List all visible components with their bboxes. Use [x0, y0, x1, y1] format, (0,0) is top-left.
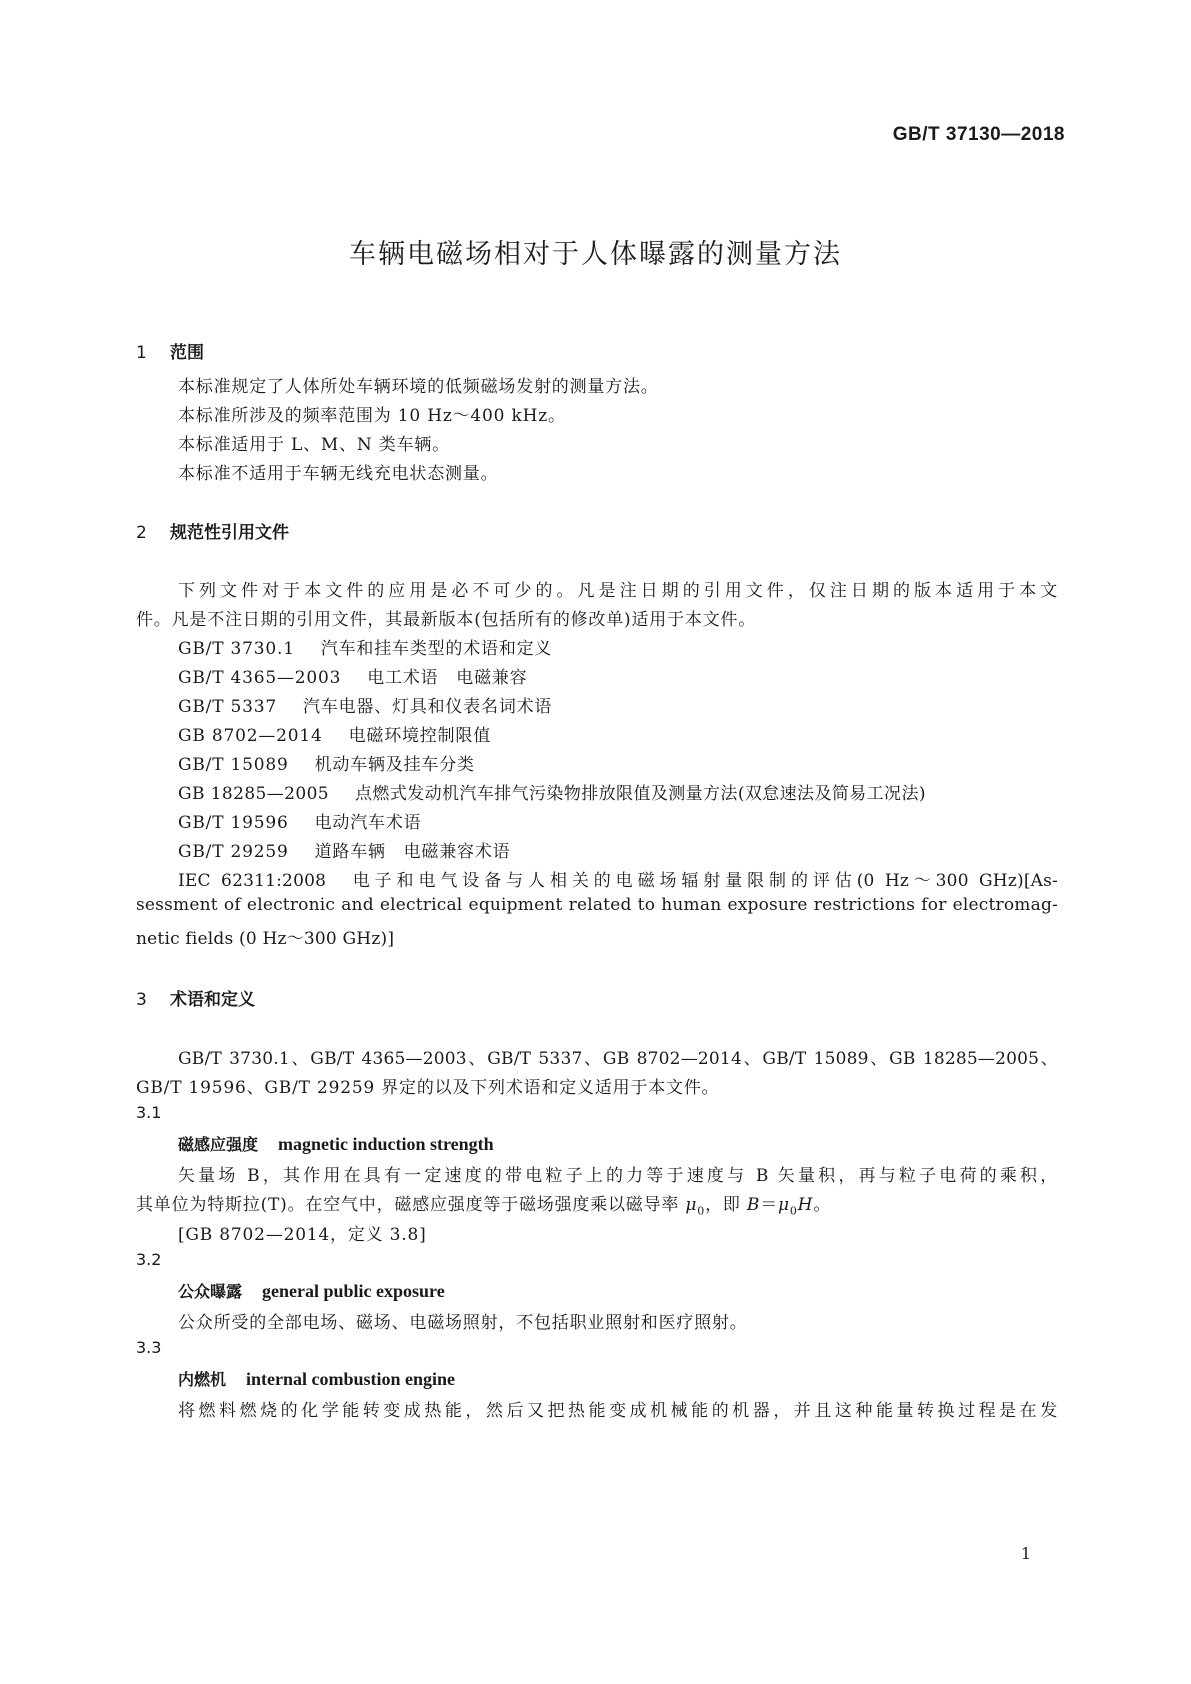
reference-code: GB/T 15089 [178, 755, 289, 775]
definition-text-part: ，即 [705, 1195, 747, 1215]
definition-text-part: 。 [813, 1195, 832, 1215]
paragraph: 本标准不适用于车辆无线充电状态测量。 [178, 464, 499, 484]
definition-text: 矢量场 B，其作用在具有一定速度的带电粒子上的力等于速度与 B 矢量积，再与粒子电荷的乘积， [178, 1166, 1058, 1186]
reference-item-continued: sessment of electronic and electrical equipment related to human exposure restrictions for electromag- [136, 895, 1058, 915]
clause-number: 3.3 [136, 1338, 162, 1357]
clause-number: 3.2 [136, 1250, 162, 1269]
page-number: 1 [1020, 1544, 1031, 1563]
reference-title: 电动汽车术语 [314, 813, 422, 833]
reference-item [178, 750, 475, 775]
reference-item [178, 634, 552, 659]
definition-source: [GB 8702—2014，定义 3.8] [178, 1225, 427, 1245]
reference-item [178, 663, 527, 688]
section-number: 1 [136, 343, 147, 363]
definition-text [136, 1190, 831, 1217]
section-number: 2 [136, 523, 147, 543]
reference-item [178, 808, 421, 833]
subscript-zero: 0 [697, 1204, 706, 1218]
reference-item [178, 721, 491, 746]
section-3-heading [136, 985, 255, 1010]
term-entry [178, 1132, 494, 1155]
term-en: internal combustion engine [246, 1369, 456, 1389]
subscript-zero: 0 [789, 1204, 798, 1218]
section-title: 范围 [170, 343, 204, 363]
paragraph: 件。凡是不注日期的引用文件，其最新版本(包括所有的修改单)适用于本文件。 [136, 610, 757, 630]
reference-title: 电磁环境控制限值 [348, 726, 492, 746]
definition-text: 将燃料燃烧的化学能转变成热能，然后又把热能变成机械能的机器，并且这种能量转换过程是在发 [178, 1401, 1058, 1421]
reference-item: IEC 62311:2008 电子和电气设备与人相关的电磁场辐射量限制的评估(0 Hz～300 GHz)[As- [178, 871, 1058, 891]
term-en: general public exposure [262, 1281, 445, 1301]
definition-text-part: 其单位为特斯拉(T)。在空气中，磁感应强度等于磁场强度乘以磁导率 [136, 1195, 686, 1215]
reference-item [178, 837, 510, 862]
page-title: 车辆电磁场相对于人体曝露的测量方法 [349, 239, 842, 270]
reference-title: 电工术语 电磁兼容 [367, 668, 528, 688]
reference-item-continued: netic fields (0 Hz～300 GHz)] [136, 929, 395, 949]
reference-code: GB/T 3730.1 [178, 639, 295, 659]
section-number: 3 [136, 990, 147, 1010]
paragraph: 本标准规定了人体所处车辆环境的低频磁场发射的测量方法。 [178, 377, 659, 397]
term-entry [178, 1367, 455, 1390]
section-title: 术语和定义 [170, 990, 255, 1010]
reference-code: GB 18285—2005 [178, 784, 330, 804]
reference-title: 机动车辆及挂车分类 [314, 755, 475, 775]
section-1-heading [136, 338, 204, 363]
mu-symbol: μ [778, 1195, 790, 1215]
clause-number: 3.1 [136, 1103, 162, 1122]
term-zh: 内燃机 [178, 1370, 227, 1389]
reference-code: GB 8702—2014 [178, 726, 323, 746]
reference-title: 道路车辆 电磁兼容术语 [314, 842, 511, 862]
paragraph: GB/T 19596、GB/T 29259 界定的以及下列术语和定义适用于本文件。 [136, 1078, 720, 1098]
reference-code: GB/T 29259 [178, 842, 289, 862]
reference-title: 汽车和挂车类型的术语和定义 [320, 639, 553, 659]
term-zh: 磁感应强度 [178, 1135, 259, 1154]
symbol-b: B [746, 1195, 761, 1215]
reference-item [178, 779, 926, 804]
document-number: GB/T 37130—2018 [892, 124, 1065, 145]
reference-code: GB/T 4365—2003 [178, 668, 342, 688]
term-zh: 公众曝露 [178, 1282, 243, 1301]
definition-text: 公众所受的全部电场、磁场、电磁场照射，不包括职业照射和医疗照射。 [178, 1313, 748, 1333]
paragraph: GB/T 3730.1、GB/T 4365—2003、GB/T 5337、GB 8702—2014、GB/T 15089、GB 18285—2005、 [178, 1049, 1058, 1069]
term-entry [178, 1279, 445, 1302]
reference-title: 汽车电器、灯具和仪表名词术语 [303, 697, 553, 717]
reference-code: GB/T 5337 [178, 697, 278, 717]
reference-title: 点燃式发动机汽车排气污染物排放限值及测量方法(双怠速法及简易工况法) [355, 784, 926, 804]
paragraph: 下列文件对于本文件的应用是必不可少的。凡是注日期的引用文件，仅注日期的版本适用于本文 [178, 581, 1058, 601]
equals-sign: ＝ [760, 1195, 778, 1215]
term-en: magnetic induction strength [278, 1134, 494, 1154]
mu-symbol: μ [685, 1195, 698, 1215]
reference-code: GB/T 19596 [178, 813, 289, 833]
paragraph: 本标准所涉及的频率范围为 10 Hz～400 kHz。 [178, 406, 566, 426]
symbol-h: H [797, 1195, 814, 1215]
section-2-heading [136, 518, 289, 543]
reference-item [178, 692, 552, 717]
paragraph: 本标准适用于 L、M、N 类车辆。 [178, 435, 450, 455]
section-title: 规范性引用文件 [170, 523, 289, 543]
